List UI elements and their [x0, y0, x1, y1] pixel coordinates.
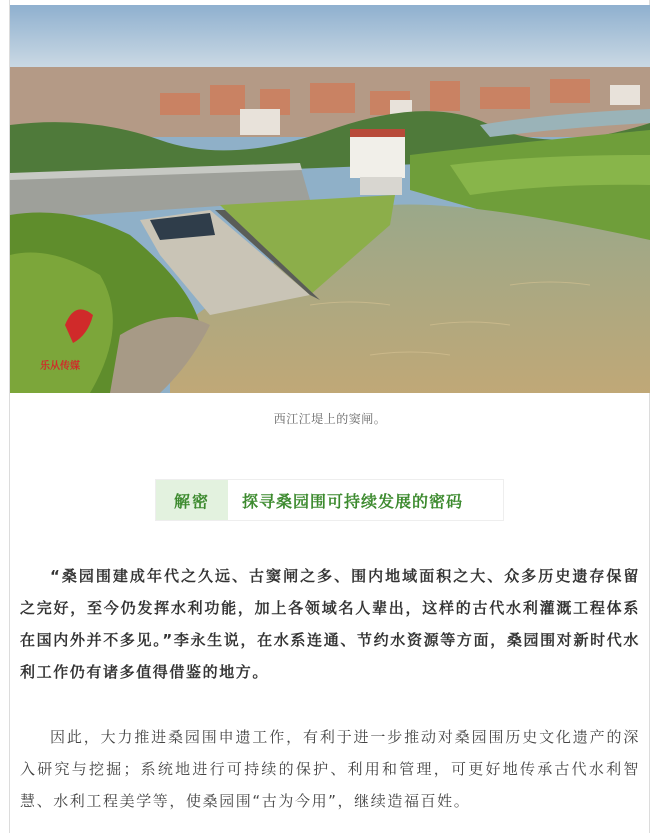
photo-caption: 西江江堤上的窦闸。 — [273, 412, 387, 426]
svg-text:乐从传媒: 乐从传媒 — [40, 361, 80, 372]
paragraph-quote: “桑园围建成年代之久远、古窦闸之多、围内地域面积之大、众多历史遗存保留之完好，至今仍发挥水利功能，加上各领域名人辈出，这样的古代水利灌溉工程体系在国内外并不多见。”李永生说，在水系连通、节约水资源等方面，桑园围对新时代水利工作仍有诸多值得借鉴的地方。 — [20, 567, 640, 681]
section-heading — [155, 479, 504, 521]
section-title: 探寻桑园围可持续发展的密码 — [242, 491, 464, 511]
sluice-gate-photo — [10, 5, 650, 393]
paragraph-body: 因此，大力推进桑园围申遗工作，有利于进一步推动对桑园围历史文化遗产的深入研究与挖掘；系统地进行可持续的保护、利用和管理，可更好地传承古代水利智慧、水利工程美学等，使桑园围“古为今用”，继续造福百姓。 — [20, 728, 640, 810]
section-tag: 解密 — [156, 480, 228, 520]
article-photo — [10, 5, 650, 393]
